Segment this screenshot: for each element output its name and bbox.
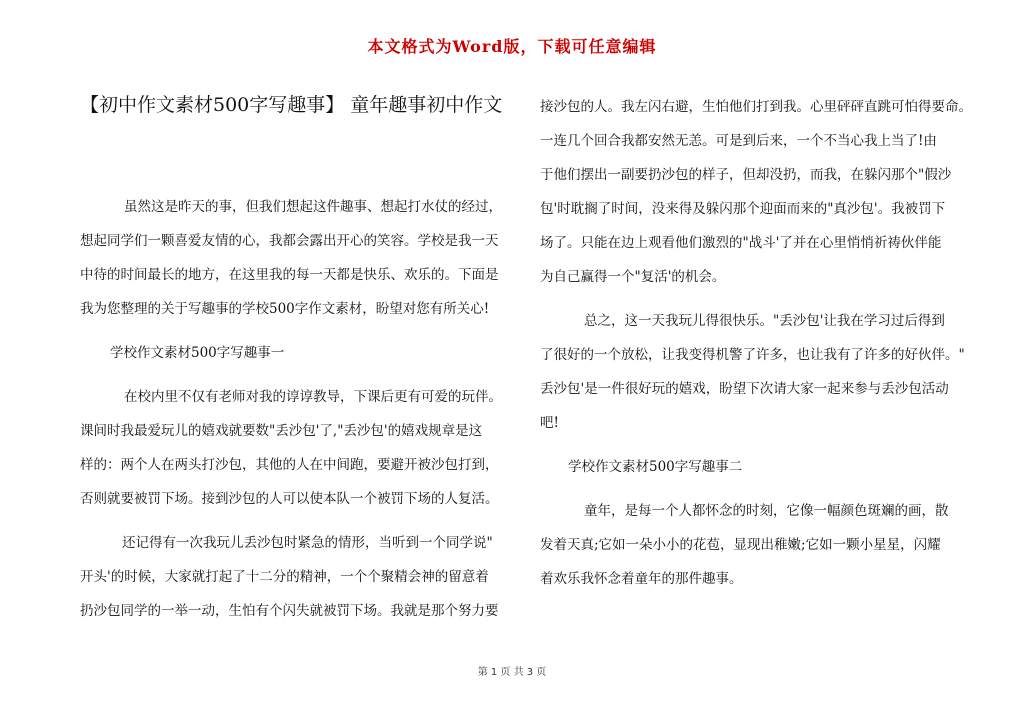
paragraph-line: 为自己赢得一个"复活'的机会。 [540, 269, 726, 285]
section-heading: 学校作文素材500字写趣事二 [568, 459, 743, 475]
word-format-banner: 本文格式为Word版，下载可任意编辑 [367, 37, 657, 56]
paragraph-line: 发着天真;它如一朵小小的花苞，显现出稚嫩;它如一颗小星星，闪耀 [540, 537, 941, 553]
paragraph-line: 虽然这是昨天的事，但我们想起这件趣事、想起打水仗的经过， [124, 199, 502, 215]
right-column [540, 90, 974, 596]
paragraph-line: 我为您整理的关于写趣事的学校500字作文素材，盼望对您有所关心! [80, 301, 490, 317]
paragraph-line: 扔沙包同学的一举一动，生怕有个闪失就被罚下场。我就是那个努力要 [80, 603, 499, 619]
paragraph-line: 丢沙包'是一件很好玩的嬉戏，盼望下次请大家一起来参与丢沙包活动 [540, 381, 949, 397]
paragraph-line: 于他们摆出一副要扔沙包的样子，但却没扔，而我，在躲闪那个"假沙 [540, 167, 952, 183]
left-column [80, 90, 512, 628]
paragraph-line: 吧! [540, 415, 559, 431]
paragraph-line: 开头'的时候，大家就打起了十二分的精神，一个个聚精会神的留意着 [80, 569, 489, 585]
paragraph-line: 接沙包的人。我左闪右避，生怕他们打到我。心里砰砰直跳可怕得要命。 [540, 99, 972, 115]
paragraph-line: 一连几个回合我都安然无恙。可是到后来，一个不当心我上当了!由 [540, 133, 937, 149]
paragraph-line: 还记得有一次我玩儿丢沙包时紧急的情形，当听到一个同学说" [122, 535, 493, 551]
paragraph-line: 想起同学们一颗喜爱友情的心，我都会露出开心的笑容。学校是我一天 [80, 233, 499, 249]
paragraph-line: 场了。只能在边上观看他们激烈的"战斗'了并在心里悄悄祈祷伙伴能 [540, 235, 942, 251]
section-heading: 学校作文素材500字写趣事一 [110, 345, 285, 361]
paragraph-line: 否则就要被罚下场。接到沙包的人可以使本队一个被罚下场的人复活。 [80, 491, 499, 507]
paragraph-line: 童年，是每一个人都怀念的时刻，它像一幅颜色斑斓的画，散 [584, 503, 949, 519]
paragraph-line: 中待的时间最长的地方，在这里我的每一天都是快乐、欢乐的。下面是 [80, 267, 499, 283]
paragraph-line: 课间时我最爱玩儿的嬉戏就要数"丢沙包'了,"丢沙包'的嬉戏规章是这 [80, 423, 483, 439]
paragraph-line: 总之，这一天我玩儿得很快乐。"丢沙包'让我在学习过后得到 [584, 313, 945, 329]
paragraph-line: 在校内里不仅有老师对我的谆谆教导，下课后更有可爱的玩伴。 [124, 389, 502, 405]
document-title: 【初中作文素材500字写趣事】 童年趣事初中作文 [80, 94, 503, 116]
paragraph-line: 着欢乐我怀念着童年的那件趣事。 [540, 571, 743, 587]
paragraph-line: 样的：两个人在两头打沙包，其他的人在中间跑，要避开被沙包打到， [80, 457, 499, 473]
page-number: 第 1 页 共 3 页 [477, 667, 547, 678]
paragraph-line: 了很好的一个放松，让我变得机警了许多，也让我有了许多的好伙伴。" [540, 347, 965, 363]
paragraph-line: 包'时耽搁了时间，没来得及躲闪那个迎面而来的"真沙包'。我被罚下 [540, 201, 946, 217]
